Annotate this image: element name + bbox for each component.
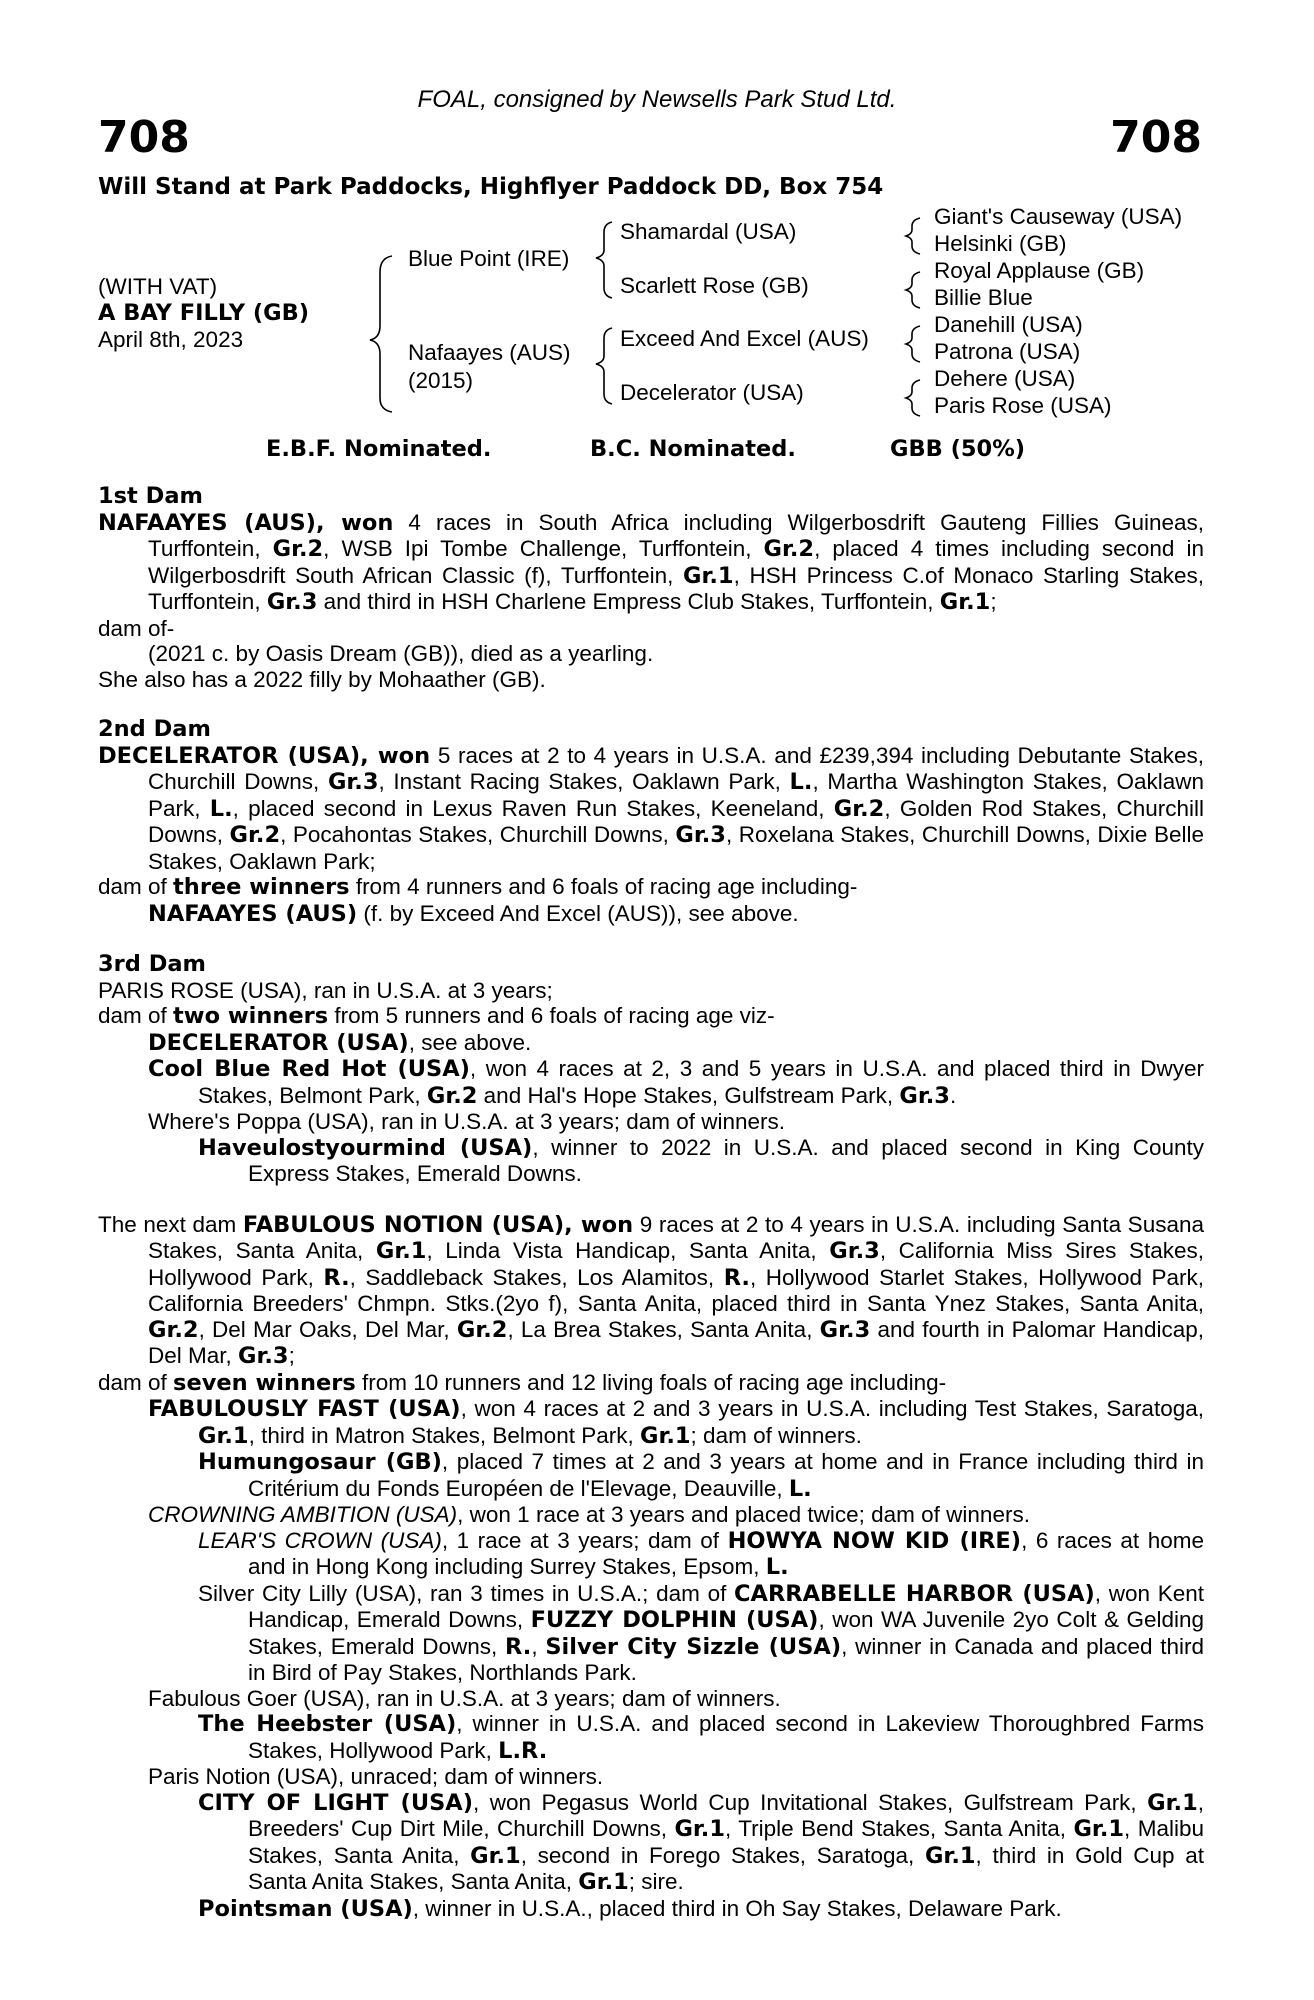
brace-gs2 — [906, 272, 920, 308]
ggp-1: Giant's Causeway (USA) — [934, 204, 1183, 229]
brace-gs3 — [906, 326, 920, 362]
produce-paris-notion: Paris Notion (USA), unraced; dam of winners. — [148, 1764, 604, 1789]
produce-city-of-light: CITY OF LIGHT (USA), won Pegasus World Cup Invitational Stakes, Gulfstream Park, Gr.1, Breeders' Cup Dirt Mile, Churchill Downs, Gr.1, Triple Bend Stakes, Santa Anita, Gr.1, Malibu Stakes, Santa Anita, Gr.1, second in Forego Stakes, Saratoga, Gr.1, third in Gold Cup at Santa Anita Stakes, Santa Anita, Gr.1; sire. — [198, 1789, 1204, 1895]
produce-humungosaur: Humungosaur (GB), placed 7 times at 2 and 3 years at home and in France including third in Critérium du Fonds Européen de l'Elevage, Deauville, L. — [198, 1449, 1204, 1502]
produce-lears-crown: LEAR'S CROWN (USA), 1 race at 3 years; dam of HOWYA NOW KID (IRE), 6 races at home and in Hong Kong including Surrey Stakes, Epsom, L. — [198, 1527, 1204, 1580]
lot-number-left: 708 — [98, 112, 190, 163]
next-dam-record: The next dam FABULOUS NOTION (USA), won 9 races at 2 to 4 years in U.S.A. including Santa Susana Stakes, Santa Anita, Gr.1, Linda Vista Handicap, Santa Anita, Gr.3, California Miss Sires Stakes, Hollywood Park, R., Saddleback Stakes, Los Alamitos, R., Hollywood Starlet Stakes, Hollywood Park, California Breeders' Chmpn. Stks.(2yo f), Santa Anita, placed third in Santa Ynez Stakes, Santa Anita, Gr.2, Del Mar Oaks, Del Mar, Gr.2, La Brea Stakes, Santa Anita, Gr.3 and fourth in Palomar Handicap, Del Mar, Gr.3; — [98, 1211, 1204, 1369]
ebf-nomination: E.B.F. Nominated. — [266, 436, 492, 462]
second-dam-produce: NAFAAYES (AUS) (f. by Exceed And Excel (AUS)), see above. — [148, 900, 799, 927]
second-dam-damof: dam of three winners from 4 runners and 6 foals of racing age including- — [98, 874, 858, 900]
dam-sire: Exceed And Excel (AUS) — [620, 326, 869, 351]
third-dam-record: PARIS ROSE (USA), ran in U.S.A. at 3 years; — [98, 977, 553, 1003]
first-dam-also: She also has a 2022 filly by Mohaather (GB). — [98, 666, 546, 692]
lot-number-right: 708 — [1110, 112, 1202, 163]
catalogue-body — [98, 484, 1204, 1922]
ggp-3: Royal Applause (GB) — [934, 258, 1145, 283]
ggp-4: Billie Blue — [934, 285, 1033, 310]
third-dam-produce-4: Haveulostyourmind (USA), winner to 2022 in U.S.A. and placed second in King County Express Stakes, Emerald Downs. — [198, 1134, 1204, 1186]
brace-gs1 — [906, 218, 920, 254]
third-dam-heading: 3rd Dam — [98, 951, 206, 977]
gbb-note: GBB (50%) — [890, 436, 1026, 462]
third-dam-produce-3: Where's Poppa (USA), ran in U.S.A. at 3 years; dam of winners. — [148, 1109, 786, 1134]
third-dam-damof: dam of two winners from 5 runners and 6 foals of racing age viz- — [98, 1003, 775, 1029]
sire-sire: Shamardal (USA) — [620, 219, 797, 244]
brace-sire — [596, 222, 612, 298]
next-dam-damof: dam of seven winners from 10 runners and 12 living foals of racing age including- — [98, 1369, 947, 1396]
sire-name: Blue Point (IRE) — [408, 246, 570, 271]
produce-fabulously-fast: FABULOUSLY FAST (USA), won 4 races at 2 and 3 years in U.S.A. including Test Stakes, Saratoga, Gr.1, third in Matron Stakes, Belmont Park, Gr.1; dam of winners. — [148, 1396, 1204, 1449]
first-dam-damof: dam of- — [98, 615, 175, 641]
second-dam-record: DECELERATOR (USA), won 5 races at 2 to 4 years in U.S.A. and £239,394 including Debutante Stakes, Churchill Downs, Gr.3, Instant Racing Stakes, Oaklawn Park, L., Martha Washington Stakes, Oaklawn Park, L., placed second in Lexus Raven Run Stakes, Keeneland, Gr.2, Golden Rod Stakes, Churchill Downs, Gr.2, Pocahontas Stakes, Churchill Downs, Gr.3, Roxelana Stakes, Churchill Downs, Dixie Belle Stakes, Oaklawn Park; — [98, 742, 1205, 874]
first-dam-record: NAFAAYES (AUS), won 4 races in South Africa including Wilgerbosdrift Gauteng Fillies Guineas, Turffontein, Gr.2, WSB Ipi Tombe Challenge, Turffontein, Gr.2, placed 4 times including second in Wilgerbosdrift South African Classic (f), Turffontein, Gr.1, HSH Princess C.of Monaco Starling Stakes, Turffontein, Gr.3 and third in HSH Charlene Empress Club Stakes, Turffontein, Gr.1; — [98, 509, 1205, 615]
brace-parents — [370, 256, 392, 412]
ggp-5: Danehill (USA) — [934, 312, 1083, 337]
brace-dam — [596, 328, 612, 404]
produce-crowning-ambition: CROWNING AMBITION (USA), won 1 race at 3 years and placed twice; dam of winners. — [148, 1502, 1030, 1527]
ggp-8: Paris Rose (USA) — [934, 393, 1112, 418]
third-dam-produce-2: Cool Blue Red Hot (USA), won 4 races at 2, 3 and 5 years in U.S.A. and placed third in Dwyer Stakes, Belmont Park, Gr.2 and Hal's Hope Stakes, Gulfstream Park, Gr.3. — [148, 1056, 1204, 1109]
horse-name: A BAY FILLY (GB) — [98, 300, 310, 326]
dam-year: (2015) — [408, 368, 474, 393]
ggp-7: Dehere (USA) — [934, 366, 1076, 391]
brace-gs4 — [906, 380, 920, 416]
produce-the-heebster: The Heebster (USA), winner in U.S.A. and placed second in Lakeview Thoroughbred Farms Stakes, Hollywood Park, L.R. — [198, 1711, 1204, 1764]
ggp-6: Patrona (USA) — [934, 339, 1081, 364]
first-dam-heading: 1st Dam — [98, 483, 203, 509]
dam-dam: Decelerator (USA) — [620, 380, 804, 405]
third-dam-produce-1: DECELERATOR (USA), see above. — [148, 1029, 532, 1056]
produce-pointsman: Pointsman (USA), winner in U.S.A., placed third in Oh Say Stakes, Delaware Park. — [198, 1895, 1062, 1922]
first-dam-foal: (2021 c. by Oasis Dream (GB)), died as a yearling. — [148, 641, 654, 666]
vat-note: (WITH VAT) — [98, 274, 218, 299]
stand-location: Will Stand at Park Paddocks, Highflyer Paddock DD, Box 754 — [98, 174, 884, 200]
consignor-line: FOAL, consigned by Newsells Park Stud Ltd. — [417, 86, 897, 113]
produce-fabulous-goer: Fabulous Goer (USA), ran in U.S.A. at 3 years; dam of winners. — [148, 1685, 781, 1711]
foaling-date: April 8th, 2023 — [98, 327, 244, 352]
second-dam-heading: 2nd Dam — [98, 716, 211, 742]
produce-silver-city-lilly: Silver City Lilly (USA), ran 3 times in U.S.A.; dam of CARRABELLE HARBOR (USA), won Kent Handicap, Emerald Downs, FUZZY DOLPHIN (USA), won WA Juvenile 2yo Colt & Gelding Stakes, Emerald Downs, R., Silver City Sizzle (USA), winner in Canada and placed third in Bird of Pay Stakes, Northlands Park. — [198, 1580, 1204, 1685]
sire-dam: Scarlett Rose (GB) — [620, 273, 809, 298]
dam-name: Nafaayes (AUS) — [408, 340, 571, 365]
ggp-2: Helsinki (GB) — [934, 231, 1067, 256]
bc-nomination: B.C. Nominated. — [590, 436, 796, 462]
